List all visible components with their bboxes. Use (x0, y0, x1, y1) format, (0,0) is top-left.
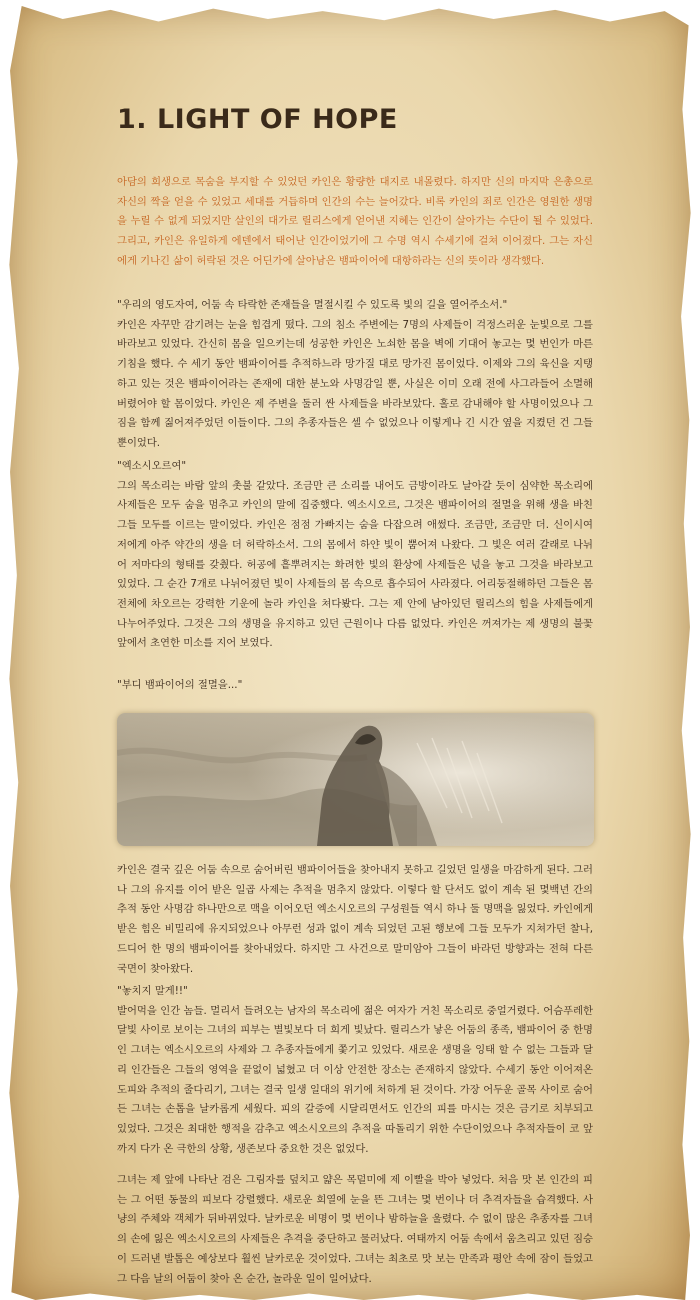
intro-paragraph: 아담의 희생으로 목숨을 부지할 수 있었던 카인은 황량한 대지로 내몰렸다. 하지만 신의 마지막 은총으로 자신의 짝을 얻을 수 있었고 세대를 거듭하며 인간의 수는 늘어갔다. 비록 카인의 죄로 인간은 영원한 생명을 누릴 수 없게 되었지만 살인의 대가로 릴리스에게 얻어낸 지혜는 인간이 살아가는 수단이 될 수 있었다. 그리고, 카인은 유일하게 에덴에서 태어난 인간이었기에 그 수명 역시 수세기에 걸쳐 이어졌다. 그는 자신에게 기나긴 삶이 허락된 것은 어딘가에 살아남은 뱀파이어에 대항하라는 신의 뜻이라 생각했다. (117, 176, 593, 267)
quote-line: "엑소시오르여" (117, 460, 187, 472)
paragraph-text: 카인은 자꾸만 감기려는 눈을 힘겹게 떴다. 그의 침소 주변에는 7명의 사제들이 걱정스러운 눈빛으로 그를 바라보고 있었다. 간신히 몸을 일으키는데 성공한 카인은 노쇠한 몸을 벽에 기대어 놓고는 몇 번인가 마른 기침을 했다. 수 세기 동안 뱀파이어를 추적하느라 망가질 대로 망가진 몸이었다. 이제와 그의 육신을 지탱하고 있는 것은 뱀파이어라는 존재에 대한 분노와 사명감일 뿐, 사실은 이미 오래 전에 사그라들어 소멸해버렸어야 할 몸이었다. 카인은 제 주변을 둘러 싼 사제들을 바라보았다. 홀로 감내해야 할 사명이었으나 그 짐을 함께 짊어져주었던 이들이다. 그의 추종자들은 셀 수 없었으나 이렇게나 긴 시간 옆을 지켰던 건 그들뿐이었다. (117, 318, 593, 449)
paragraph-text: 발어먹을 인간 놈들. 멀리서 들려오는 남자의 목소리에 젊은 여자가 거친 목소리로 중얼거렸다. 어슴푸레한 달빛 사이로 보이는 그녀의 피부는 별빛보다 더 희게 빛났다. 릴리스가 낳은 어둠의 종족, 뱀파이어 중 한명인 그녀는 엑소시오르의 사제와 그 추종자들에게 쫓기고 있었다. 새로운 생명을 잉태 할 수 없는 그들과 달리 인간들은 그들의 영역을 끝없이 넓혔고 더 이상 안전한 장소는 존재하지 않았다. 수세기 동안 이어져온 도피와 추적의 줄다리기, 그녀는 결국 일생 일대의 위기에 처하게 된 것이다. 가장 어두운 골목 사이로 숨어 든 그녀는 손톱을 날카롭게 세웠다. 피의 갈증에 시달리면서도 인간의 피를 마시는 것은 금기로 치부되고 있었다. 그것은 최대한 행적을 감추고 엑소시오르의 추적을 따돌리기 위한 수단이었으나 추적자들이 코 앞까지 다가 온 극한의 상황, 생존보다 중요한 것은 없었다. (117, 1004, 593, 1155)
paragraph-text: 그의 목소리는 바람 앞의 촛불 같았다. 조금만 큰 소리를 내어도 금방이라도 날아갈 듯이 심약한 목소리에 사제들은 모두 숨을 멈추고 카인의 말에 집중했다. 엑소시오르, 그것은 뱀파이어의 절멸을 위해 생을 바친 그들 모두를 이르는 말이었다. 카인은 점점 가빠지는 숨을 다잡으려 애썼다. 조금만, 조금만 더. 신이시여 저에게 아주 약간의 생을 더 허락하소서. 그의 몸에서 하얀 빛이 뿜어져 나왔다. 그 빛은 여러 갈래로 나뉘어 저마다의 형태를 갖췄다. 허공에 흩뿌려지는 화려한 빛의 환상에 사제들은 넋을 놓고 그것을 바라보고 있었다. 그 순간 7개로 나뉘어졌던 빛이 사제들의 몸 속으로 흡수되어 사라졌다. 어리둥절해하던 그들은 몸 전체에 차오르는 강력한 기운에 놀라 카인을 쳐다봤다. 그는 제 안에 남아있던 릴리스의 힘을 사제들에게 나누어주었다. 그것은 그의 생명을 유지하고 있던 근원이나 다름 없었다. 카인은 꺼져가는 제 생명의 불꽃 앞에서 초연한 미소를 지어 보였다. (117, 479, 593, 650)
story-paragraph-5: 카인은 결국 깊은 어둠 속으로 숨어버린 뱀파이어들을 찾아내지 못하고 길었던 일생을 마감하게 된다. 그러나 그의 유지를 이어 받은 일곱 사제는 추적을 멈추지 않았다. 이렇다 할 단서도 없이 계속 된 몇백년 간의 추적 동안 사명감 하나만으로 맥을 이어오던 엑소시오르의 구성원들 역시 하나 둘 명맥을 잃었다. 카인에게 받은 힘은 비밀리에 유지되었으나 아무런 성과 없이 계속 되었던 고된 행보에 그들 모두가 지쳐가던 찰나, 드디어 한 명의 뱀파이어를 찾아내었다. 하지만 그 사건으로 말미암아 그들이 바라던 방향과는 전혀 다른 국면이 찾아왔다. (117, 864, 593, 975)
quote-line: "놓치지 말게!!" (117, 985, 188, 997)
page-title: 1. LIGHT OF HOPE (117, 104, 398, 135)
hooded-figure-illustration (117, 713, 594, 846)
story-paragraph-6 (117, 982, 593, 1159)
story-paragraph-7: 그녀는 제 앞에 나타난 검은 그림자를 덮치고 얇은 목덜미에 제 이빨을 박아 넣었다. 처음 맛 본 인간의 피는 그 어떤 동물의 피보다 강렬했다. 새로운 희열에 눈을 뜬 그녀는 몇 번이나 더 추격자들을 습격했다. 사냥의 주체와 객체가 뒤바뀌었다. 날카로운 비명이 몇 번이나 밤하늘을 울렸다. 수 없이 많은 추종자를 그녀의 손에 잃은 엑소시오르의 사제들은 추격을 중단하고 물러났다. 여태까지 어둠 속에서 움츠리고 있던 짐승이 드러낸 발톱은 예상보다 훨씬 날카로운 것이었다. 그녀는 최초로 맛 보는 만족과 평안 속에 잠이 들었고 그 다음 날의 어둠이 찾아 온 순간, 놀라운 일이 일어났다. (117, 1174, 593, 1285)
quote-line: "부디 뱀파이어의 절멸을..." (117, 679, 243, 691)
story-paragraph-3 (117, 457, 593, 654)
story-paragraph-4 (117, 676, 593, 696)
quote-line: "우리의 영도자여, 어둠 속 타락한 존재들을 멸절시킬 수 있도록 빛의 길을 열어주소서." (117, 299, 508, 311)
story-paragraph-2 (117, 296, 593, 454)
